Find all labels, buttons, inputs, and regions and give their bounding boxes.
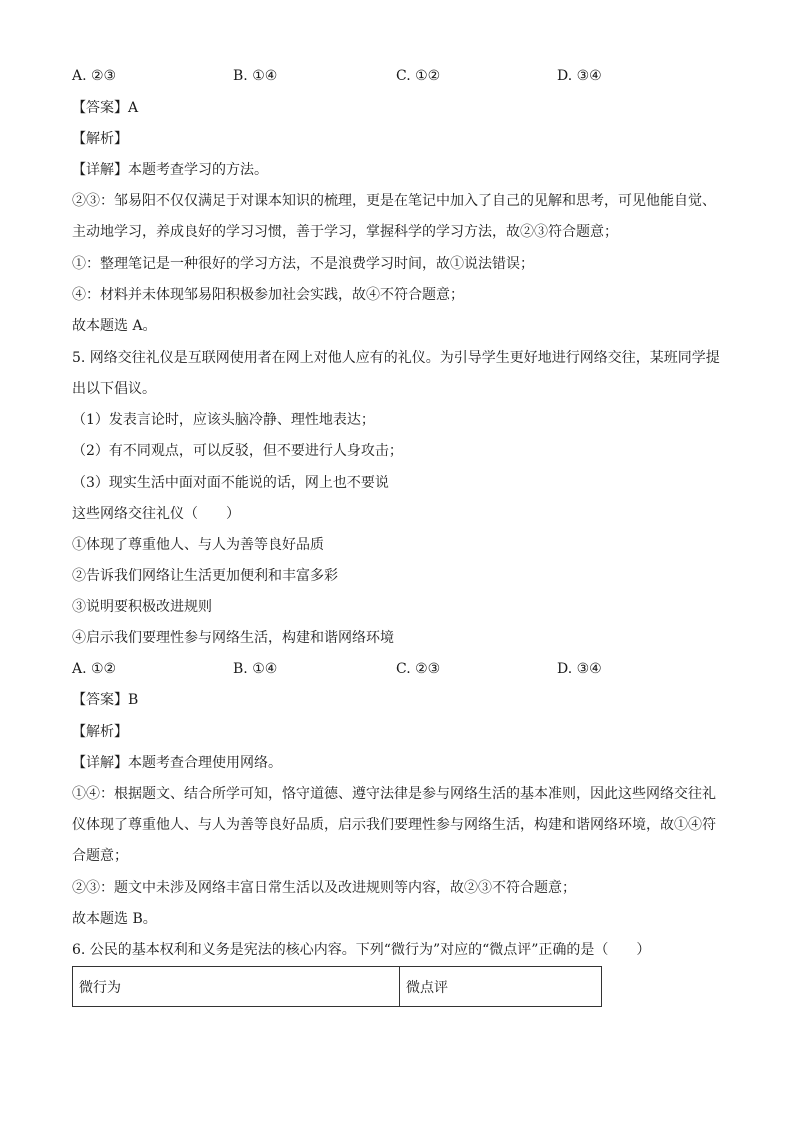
q6-stem: 6. 公民的基本权利和义务是宪法的核心内容。下列“微行为”对应的“微点评”正确的是（ ） (72, 942, 651, 958)
q5-option-b: B. ①④ (233, 661, 278, 677)
q5-explanation-2: ②③：题文中未涉及网络丰富日常生活以及改进规则等内容，故②③不符合题意； (72, 880, 576, 896)
q5-option-c: C. ②③ (396, 661, 441, 677)
q5-item-3: （3）现实生活中面对面不能说的话，网上也不要说 (72, 475, 389, 491)
table-header-comment: 微点评 (400, 967, 602, 1007)
q4-explanation-3: ④：材料并未体现邹易阳积极参加社会实践，故④不符合题意； (72, 287, 464, 303)
q5-item-1: （1）发表言论时，应该头脑冷静、理性地表达； (72, 412, 375, 428)
table-row (73, 967, 602, 1007)
q4-option-b: B. ①④ (233, 68, 278, 84)
q5-detail: 【详解】本题考查合理使用网络。 (72, 755, 282, 771)
q4-answer: 【答案】A (72, 100, 139, 116)
q4-detail: 【详解】本题考查学习的方法。 (72, 162, 268, 178)
q5-option-a: A. ①② (72, 661, 117, 677)
q4-option-a: A. ②③ (72, 68, 117, 84)
q5-question: 这些网络交往礼仪（ ） (72, 506, 240, 522)
q4-analysis-heading: 【解析】 (72, 131, 128, 147)
q5-analysis-heading: 【解析】 (72, 724, 128, 740)
q5-conclusion: 故本题选 B。 (72, 911, 157, 927)
q5-choice-2: ②告诉我们网络让生活更加便利和丰富多彩 (72, 568, 338, 584)
q4-explanation-1: ②③：邹易阳不仅仅满足于对课本知识的梳理，更是在笔记中加入了自己的见解和思考，可见他能自觉、 (72, 193, 716, 209)
q4-option-c: C. ①② (396, 68, 441, 84)
q5-explanation-1-cont: 仪体现了尊重他人、与人为善等良好品质，启示我们要理性参与网络生活，构建和谐网络环境，故①④符 (72, 817, 716, 833)
q5-stem: 5. 网络交往礼仪是互联网使用者在网上对他人应有的礼仪。为引导学生更好地进行网络交往，某班同学提 (72, 350, 720, 366)
q5-option-d: D. ③④ (557, 661, 602, 677)
q4-explanation-1-cont: 主动地学习，养成良好的学习习惯，善于学习，掌握科学的学习方法，故②③符合题意； (72, 224, 618, 240)
q5-explanation-1: ①④：根据题文、结合所学可知，恪守道德、遵守法律是参与网络生活的基本准则，因此这些网络交往礼 (72, 786, 716, 802)
q5-stem-cont: 出以下倡议。 (72, 381, 156, 397)
q5-answer: 【答案】B (72, 692, 139, 708)
q5-explanation-1-end: 合题意； (72, 848, 128, 864)
q5-choice-3: ③说明要积极改进规则 (72, 599, 212, 615)
q5-choice-4: ④启示我们要理性参与网络生活，构建和谐网络环境 (72, 630, 394, 646)
q4-explanation-2: ①：整理笔记是一种很好的学习方法，不是浪费学习时间，故①说法错误； (72, 256, 534, 272)
q6-table (72, 966, 602, 1007)
q5-choice-1: ①体现了尊重他人、与人为善等良好品质 (72, 537, 324, 553)
q5-item-2: （2）有不同观点，可以反驳，但不要进行人身攻击； (72, 443, 403, 459)
q4-option-d: D. ③④ (557, 68, 602, 84)
table-header-behavior: 微行为 (73, 967, 400, 1007)
q4-conclusion: 故本题选 A。 (72, 318, 157, 334)
